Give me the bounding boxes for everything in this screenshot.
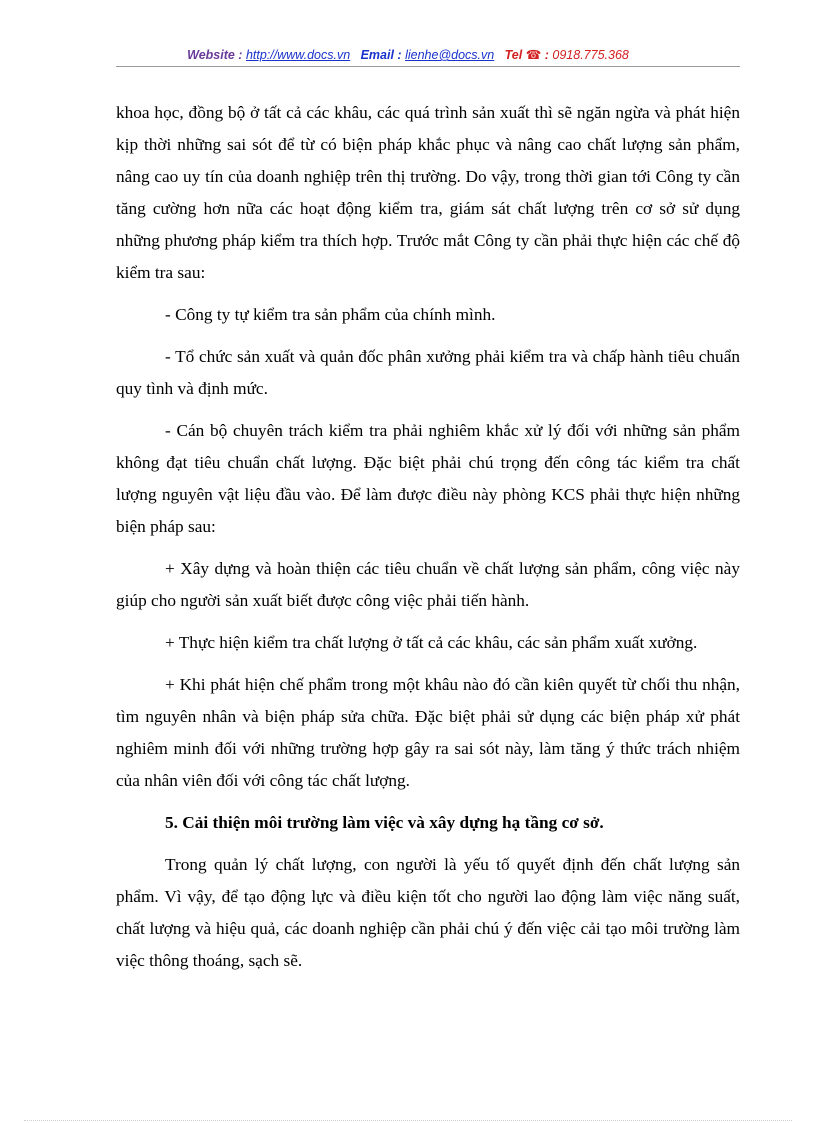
header-divider <box>116 66 740 67</box>
website-link[interactable]: http://www.docs.vn <box>245 48 351 62</box>
section-heading: 5. Cải thiện môi trường làm việc và xây dựng hạ tầng cơ sở. <box>165 813 604 832</box>
tel-number: 0918.775.368 <box>552 48 629 62</box>
sub-item-inspection: + Thực hiện kiểm tra chất lượng ở tất cả các khâu, các sản phẩm xuất xưởng. <box>165 633 698 652</box>
list-item-self-check: - Công ty tự kiểm tra sản phẩm của chính mình. <box>165 305 496 324</box>
footer-divider <box>24 1120 792 1121</box>
list-item-staff: - Cán bộ chuyên trách kiểm tra phải nghiêm khắc xử lý đối với những sản phẩm không đạt tiêu chuẩn chất lượng. Đặc biệt phải chú trọng đến công tác kiểm tra chất lượng nguyên vật liệu đầu vào. Để làm được điều này phòng KCS phải thực hiện những biện pháp sau: <box>116 421 740 536</box>
sub-item-defects: + Khi phát hiện chế phẩm trong một khâu nào đó cần kiên quyết từ chối thu nhận, tìm nguyên nhân và biện pháp sửa chữa. Đặc biệt phải sử dụng các biện pháp xử phát nghiêm minh đối với những trường hợp gây ra sai sót này, làm tăng ý thức trách nhiệm của nhân viên đối với công tác chất lượng. <box>116 675 740 790</box>
paragraph-intro: khoa học, đồng bộ ở tất cả các khâu, các quá trình sản xuất thì sẽ ngăn ngừa và phát hiện kịp thời những sai sót để từ có biện pháp khắc phục và nâng cao chất lượng sản phẩm, nâng cao uy tín của doanh nghiệp trên thị trường. Do vậy, trong thời gian tới Công ty cần tăng cường hơn nữa các hoạt động kiểm tra, giám sát chất lượng trên cơ sở sử dụng những phương pháp kiểm tra thích hợp. Trước mắt Công ty cần phải thực hiện các chế độ kiểm tra sau: <box>116 103 740 282</box>
page-header <box>0 47 816 62</box>
tel-label: Tel ☎ : <box>504 48 549 62</box>
list-item-production: - Tổ chức sản xuất và quản đốc phân xưởng phải kiểm tra và chấp hành tiêu chuẩn quy tình và định mức. <box>116 347 740 398</box>
paragraph-section-body: Trong quản lý chất lượng, con người là yếu tố quyết định đến chất lượng sản phẩm. Vì vậy, để tạo động lực và điều kiện tốt cho người lao động làm việc năng suất, chất lượng và hiệu quả, các doanh nghiệp cần phải chú ý đến việc cải tạo môi trường làm việc thông thoáng, sạch sẽ. <box>116 855 740 970</box>
document-body <box>116 97 740 987</box>
sub-item-standards: + Xây dựng và hoàn thiện các tiêu chuẩn về chất lượng sản phẩm, công việc này giúp cho người sản xuất biết được công việc phải tiến hành. <box>116 559 740 610</box>
email-link[interactable]: lienhe@docs.vn <box>405 48 495 62</box>
email-label: Email : <box>360 48 402 62</box>
website-label: Website : <box>187 48 243 62</box>
